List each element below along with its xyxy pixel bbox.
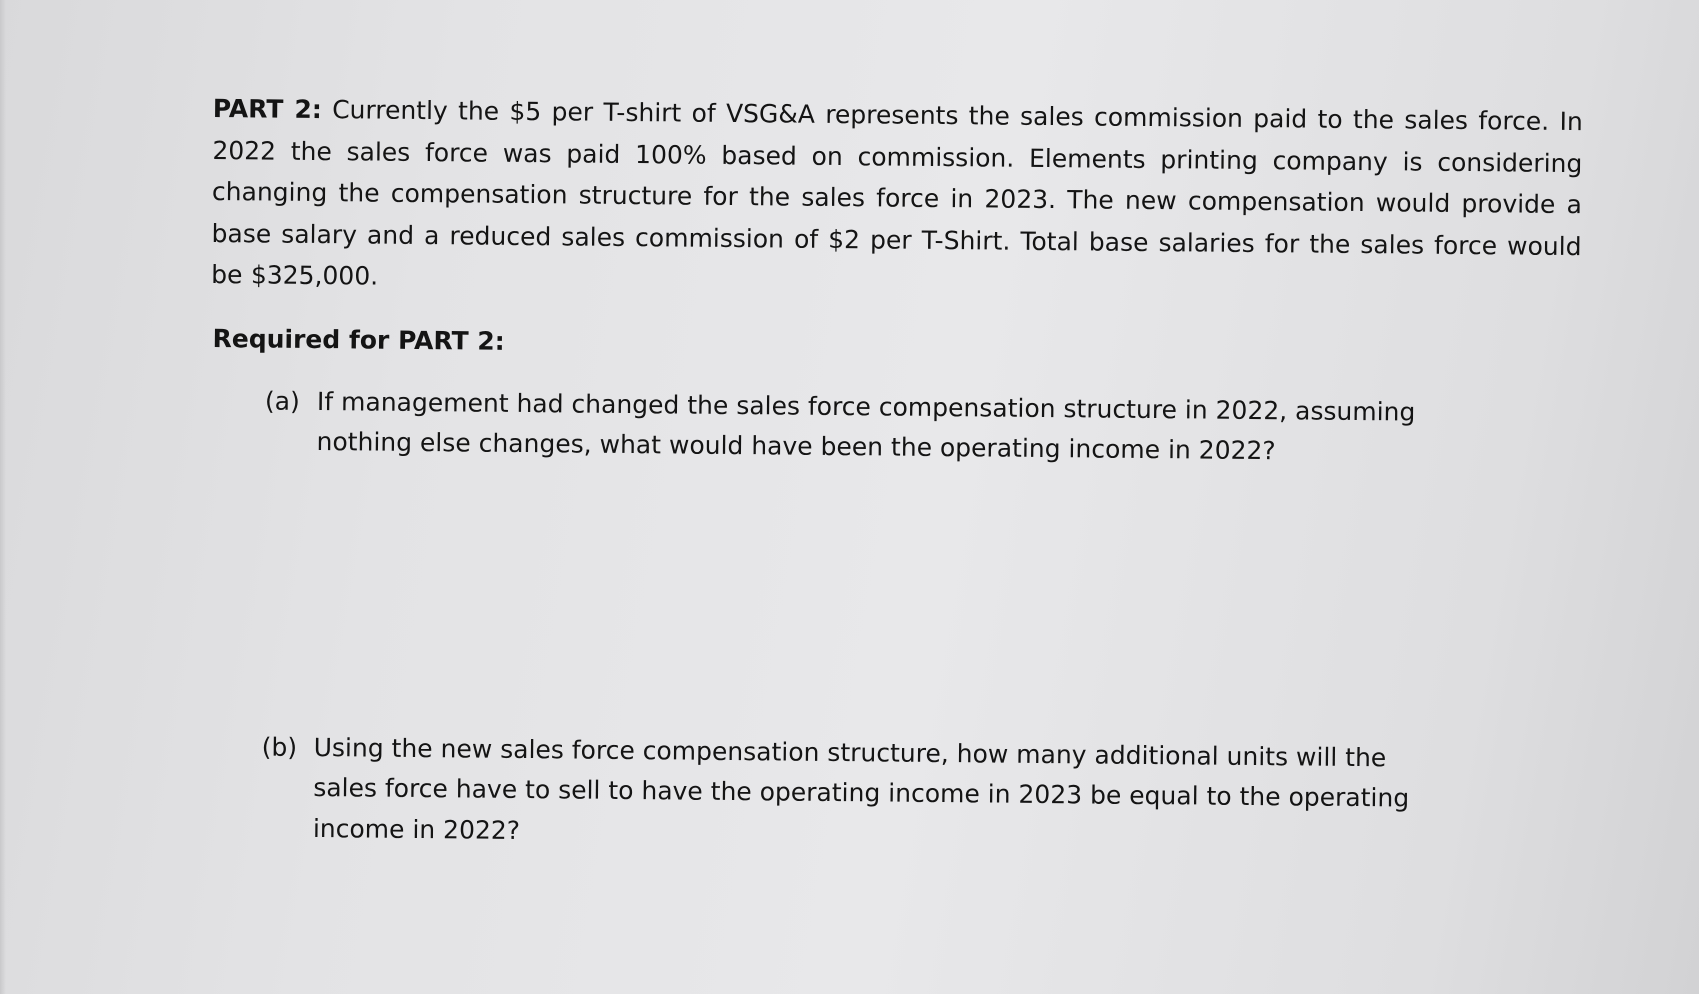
required-heading: Required for PART 2: [212, 323, 505, 356]
page-edge-shadow [0, 0, 6, 994]
document-body [206, 88, 1583, 861]
question-a-text: If management had changed the sales force compensation structure in 2022, assuming nothing else changes, what would have been the operating income in 2022? [316, 386, 1416, 466]
question-a-tag: (a) [264, 386, 300, 416]
part2-paragraph [211, 88, 1583, 309]
question-b [206, 726, 1454, 859]
part2-label: PART 2: [212, 93, 322, 125]
part2-text: Currently the $5 per T-shirt of VSG&A represents the sales commission paid to the sales force. In 2022 the sales force was paid 100% based on commission. Elements printing company is considering changing the compensation structure for the sales force in 2023. The new compensation would provide a base salary and a reduced sales commission of $2 per T-Shirt. Total base salaries for the sales force would be $325,000. [211, 95, 1583, 291]
question-b-tag: (b) [261, 731, 298, 762]
question-a [209, 380, 1507, 473]
question-b-text: Using the new sales force compensation structure, how many additional units will the sales force have to sell to have the operating income in 2023 be equal to the operating income in 2022? [312, 732, 1410, 845]
